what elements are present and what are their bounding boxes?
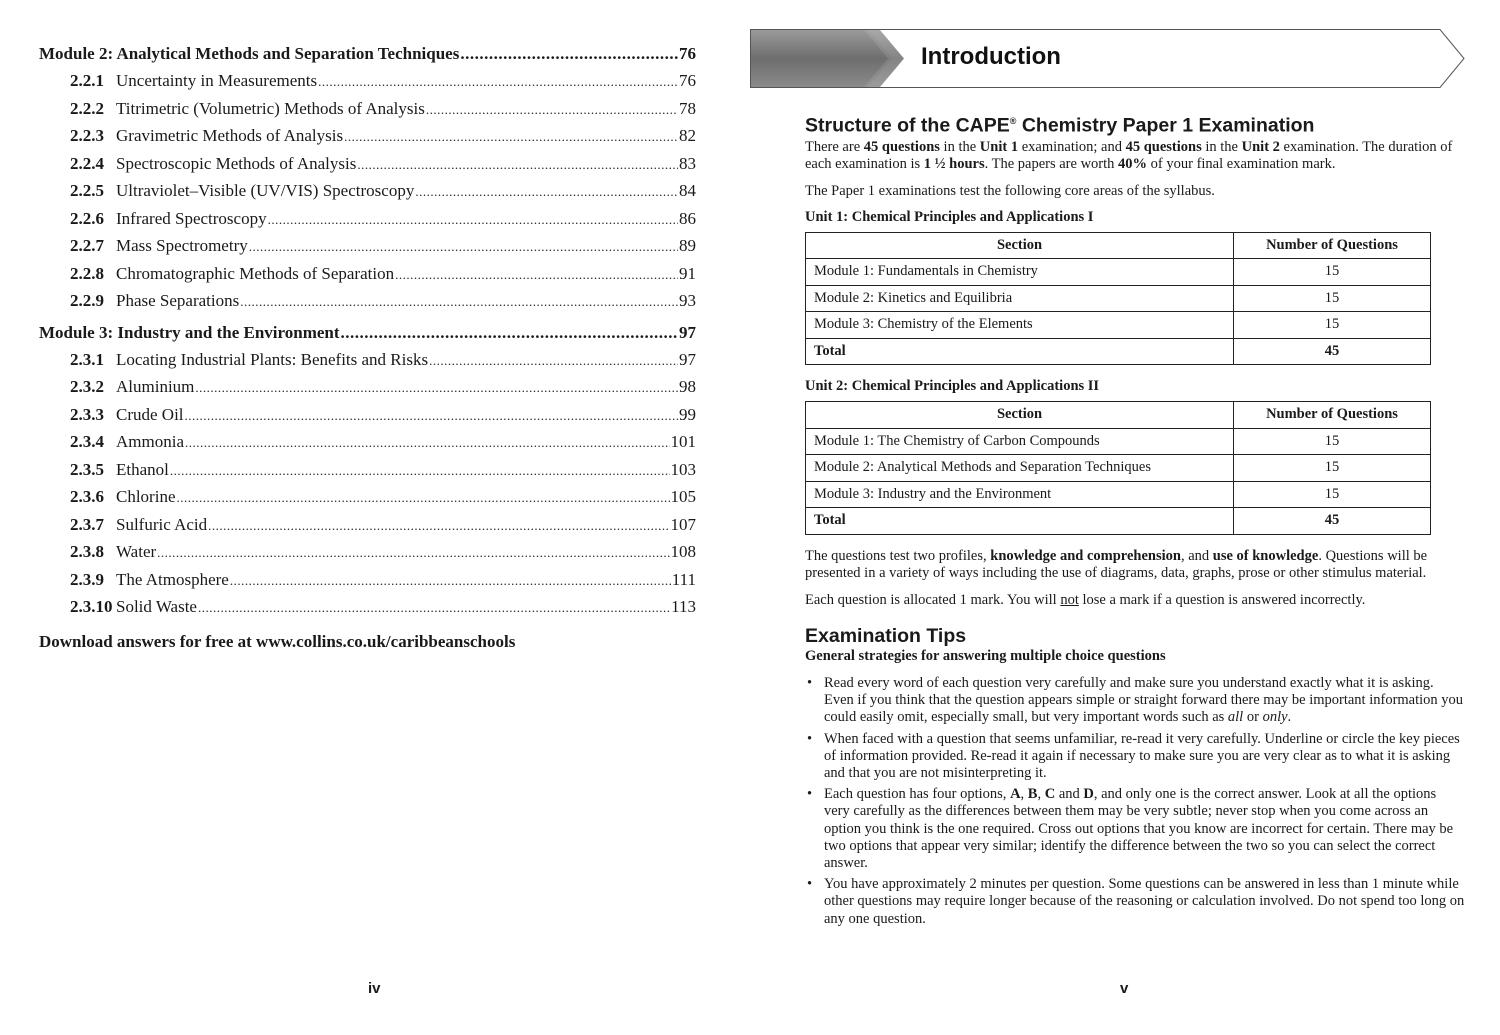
toc-entry[interactable] — [39, 373, 696, 401]
toc-leader-dots — [249, 233, 678, 261]
toc-entry[interactable] — [39, 287, 696, 315]
toc-entry[interactable] — [39, 177, 696, 205]
toc-entry-number: 2.2.1 — [70, 71, 104, 90]
introduction-banner — [750, 29, 1466, 88]
toc-entry[interactable] — [39, 401, 696, 429]
toc-page-number: 105 — [670, 487, 696, 506]
introduction-title: Introduction — [921, 43, 1061, 70]
structure-paragraph-2: The Paper 1 examinations test the following core areas of the syllabus. — [805, 182, 1215, 199]
table-total-row — [806, 508, 1431, 535]
table-cell-section: Module 2: Analytical Methods and Separation Techniques — [806, 455, 1234, 482]
toc-page-number: 113 — [671, 597, 696, 616]
toc-entry-title: Ethanol — [116, 459, 169, 479]
table-row — [806, 428, 1431, 455]
unit2-title: Unit 2: Chemical Principles and Applications II — [805, 378, 1100, 395]
toc-entry[interactable] — [39, 67, 696, 95]
toc-leader-dots — [177, 484, 670, 512]
table-cell-count: 15 — [1234, 259, 1431, 286]
toc-page-number: 78 — [679, 98, 696, 118]
profiles-paragraph: The questions test two profiles, knowledge and comprehension, and use of knowledge. Questions will be presented in a variety of ways including the use of diagrams, data, graphs, prose or other stimulus material. — [805, 547, 1428, 582]
marking-paragraph: Each question is allocated 1 mark. You will not lose a mark if a question is answered incorrectly. — [805, 591, 1366, 608]
table-cell-section: Module 3: Industry and the Environment — [806, 481, 1234, 508]
toc-page-number: 99 — [679, 404, 696, 424]
toc-entry[interactable] — [39, 150, 696, 178]
toc-leader-dots — [395, 261, 678, 289]
toc-entry-number: 2.2.7 — [70, 236, 104, 255]
table-cell-count: 15 — [1234, 312, 1431, 339]
toc-module-3[interactable] — [39, 319, 696, 346]
toc-entry-number: 2.2.8 — [70, 263, 104, 283]
table-cell-section: Module 3: Chemistry of the Elements — [806, 312, 1234, 339]
table-row — [806, 259, 1431, 286]
toc-entry[interactable] — [39, 232, 696, 260]
unit1-title: Unit 1: Chemical Principles and Applications I — [805, 209, 1094, 225]
toc-entry-title: Water — [116, 542, 157, 561]
toc-page-number: 76 — [679, 71, 696, 90]
column-header-section: Section — [806, 401, 1234, 428]
table-cell-total-label: Total — [806, 508, 1234, 535]
toc-module-label: Module 2: Analytical Methods and Separation Techniques — [39, 44, 460, 63]
list-item: • When faced with a question that seems unfamiliar, re-read it very carefully. Underline or circle the key pieces of information provided. Re-read it again if necessary to make sure you are very clear as to what it is asking and that you are not misinterpreting it. — [805, 731, 1465, 783]
toc-page-number: 101 — [670, 432, 696, 451]
toc-leader-dots — [357, 151, 678, 179]
toc-leader-dots — [230, 567, 671, 595]
toc-entry-title: Ultraviolet–Visible (UV/VIS) Spectroscopy — [116, 181, 415, 200]
toc-page-number: 89 — [679, 236, 696, 255]
toc-entry-title: Uncertainty in Measurements — [116, 71, 318, 90]
toc-page-number: 91 — [679, 263, 696, 283]
toc-entry[interactable] — [39, 346, 696, 374]
table-cell-total: 45 — [1234, 338, 1431, 365]
toc-entry-number: 2.3.8 — [70, 542, 104, 561]
toc-entry-number: 2.2.3 — [70, 126, 104, 145]
toc-entry[interactable] — [39, 95, 696, 123]
toc-leader-dots — [170, 457, 670, 485]
toc-leader-dots — [426, 96, 678, 124]
toc-page-number: 93 — [679, 291, 696, 310]
column-header-section: Section — [806, 232, 1234, 259]
table-cell-section: Module 2: Kinetics and Equilibria — [806, 285, 1234, 312]
tips-subheading: General strategies for answering multiple choice questions — [805, 648, 1166, 665]
toc-entry-title: Crude Oil — [116, 404, 184, 424]
toc-page-number: 111 — [671, 569, 696, 589]
table-cell-total-label: Total — [806, 338, 1234, 365]
toc-entry[interactable] — [39, 205, 696, 233]
toc-entry-number: 2.3.4 — [70, 432, 104, 451]
toc-entry-title: Chlorine — [116, 487, 176, 506]
toc-module-label: Module 3: Industry and the Environment — [39, 322, 340, 342]
list-item: • Each question has four options, A, B, C and D, and only one is the correct answer. Look at all the options very carefully as the differences between them may be very subtle; never stop when you come across an option you think is the one required. Cross out options that you know are incorrect for certain. There may be two options that appear very similar; identify the difference between the two so you can select the correct answer. — [805, 786, 1465, 872]
table-row — [806, 312, 1431, 339]
examination-tips-heading: Examination Tips — [805, 625, 967, 648]
banner-arrow-graphic — [750, 29, 1466, 88]
toc-entry[interactable] — [39, 483, 696, 511]
toc-page-number: 76 — [679, 44, 696, 63]
tips-list — [805, 675, 1465, 928]
column-header-number: Number of Questions — [1234, 232, 1431, 259]
toc-leader-dots — [157, 539, 669, 567]
toc-entry-title: Mass Spectrometry — [116, 236, 248, 255]
page-number-left: iv — [368, 980, 381, 997]
toc-page-number: 98 — [679, 377, 696, 396]
registered-mark: ® — [1009, 116, 1017, 126]
toc-entry-number: 2.3.10 — [70, 597, 113, 616]
toc-entry-number: 2.2.9 — [70, 291, 104, 310]
toc-page-number: 97 — [679, 349, 696, 369]
structure-heading: Structure of the CAPE® Chemistry Paper 1 Examination — [805, 114, 1315, 137]
introduction-content — [805, 108, 1465, 932]
toc-leader-dots — [415, 178, 678, 206]
table-cell-section: Module 1: Fundamentals in Chemistry — [806, 259, 1234, 286]
table-cell-total: 45 — [1234, 508, 1431, 535]
toc-entry-number: 2.3.9 — [70, 569, 104, 589]
toc-entry-title: Infrared Spectroscopy — [116, 208, 267, 228]
toc-entry-number: 2.2.2 — [70, 98, 104, 118]
toc-entry-number: 2.3.2 — [70, 377, 104, 396]
unit1-table — [805, 232, 1431, 366]
table-total-row — [806, 338, 1431, 365]
toc-entry[interactable] — [39, 428, 696, 456]
toc-module-2[interactable] — [39, 40, 696, 67]
toc-entry-title: Aluminium — [116, 377, 195, 396]
toc-entry-number: 2.3.5 — [70, 459, 104, 479]
toc-entry[interactable] — [39, 260, 696, 288]
toc-entry-title: Chromatographic Methods of Separation — [116, 263, 395, 283]
toc-leader-dots — [429, 347, 678, 375]
toc-leader-dots — [208, 512, 669, 540]
toc-leader-dots — [195, 374, 678, 402]
toc-entry[interactable] — [39, 593, 696, 621]
toc-leader-dots — [460, 40, 678, 67]
unit2-table — [805, 401, 1431, 535]
toc-page-number: 84 — [679, 181, 696, 200]
table-cell-count: 15 — [1234, 455, 1431, 482]
toc-entry-number: 2.3.7 — [70, 514, 104, 534]
toc-leader-dots — [318, 68, 678, 96]
toc-leader-dots — [198, 594, 670, 622]
toc-leader-dots — [185, 402, 678, 430]
toc-entry-title: Ammonia — [116, 432, 184, 451]
table-header-row — [806, 232, 1431, 259]
table-cell-count: 15 — [1234, 428, 1431, 455]
toc-leader-dots — [185, 429, 670, 457]
toc-entry-number: 2.3.1 — [70, 349, 104, 369]
toc-entry-number: 2.3.6 — [70, 487, 104, 506]
toc-page-number: 103 — [670, 459, 696, 479]
table-row — [806, 455, 1431, 482]
list-item: • You have approximately 2 minutes per question. Some questions can be answered in less than 1 minute while other questions may require longer because of the reasoning or calculation involved. Do not spend too long on any one question. — [805, 876, 1465, 928]
toc-entry-title: Gravimetric Methods of Analysis — [116, 126, 344, 145]
table-cell-count: 15 — [1234, 285, 1431, 312]
toc-page-number: 82 — [679, 126, 696, 145]
toc-entry-number: 2.3.3 — [70, 404, 104, 424]
toc-entry-title: Titrimetric (Volumetric) Methods of Analysis — [116, 98, 425, 118]
structure-paragraph-1: There are 45 questions in the Unit 1 examination; and 45 questions in the Unit 2 examination. The duration of each examination is 1 ½ hours. The papers are worth 40% of your final examination mark. — [805, 138, 1453, 172]
table-of-contents — [39, 40, 696, 621]
toc-entry-title: Solid Waste — [116, 597, 197, 616]
toc-entry-title: Spectroscopic Methods of Analysis — [116, 153, 357, 173]
toc-page-number: 107 — [670, 514, 696, 534]
toc-leader-dots — [268, 206, 678, 234]
toc-entry-number: 2.2.4 — [70, 153, 104, 173]
toc-entry-number: 2.2.6 — [70, 208, 104, 228]
toc-entry-title: The Atmosphere — [116, 569, 229, 589]
toc-page-number: 108 — [670, 542, 696, 561]
toc-entry-number: 2.2.5 — [70, 181, 104, 200]
table-cell-count: 15 — [1234, 481, 1431, 508]
column-header-number: Number of Questions — [1234, 401, 1431, 428]
list-item: • Read every word of each question very carefully and make sure you understand exactly what it is asking. Even if you think that the question appears simple or straight forward there may be important information you could easily omit, especially small, but very important words such as all or only. — [805, 675, 1465, 727]
toc-entry[interactable] — [39, 538, 696, 566]
toc-entry[interactable] — [39, 456, 696, 484]
toc-entry-title: Sulfuric Acid — [116, 514, 208, 534]
toc-page-number: 86 — [679, 208, 696, 228]
toc-leader-dots — [240, 288, 678, 316]
download-answers-link[interactable]: Download answers for free at www.collins.co.uk/caribbeanschools — [39, 632, 516, 651]
toc-entry[interactable] — [39, 511, 696, 539]
table-row — [806, 285, 1431, 312]
toc-entry-title: Locating Industrial Plants: Benefits and Risks — [116, 349, 429, 369]
table-row — [806, 481, 1431, 508]
page-number-right: v — [1120, 980, 1129, 997]
toc-entry[interactable] — [39, 566, 696, 594]
toc-entry[interactable] — [39, 122, 696, 150]
toc-page-number: 83 — [679, 153, 696, 173]
toc-leader-dots — [341, 319, 678, 346]
toc-page-number: 97 — [679, 322, 696, 342]
table-cell-section: Module 1: The Chemistry of Carbon Compounds — [806, 428, 1234, 455]
toc-leader-dots — [344, 123, 678, 151]
table-header-row — [806, 401, 1431, 428]
toc-entry-title: Phase Separations — [116, 291, 240, 310]
